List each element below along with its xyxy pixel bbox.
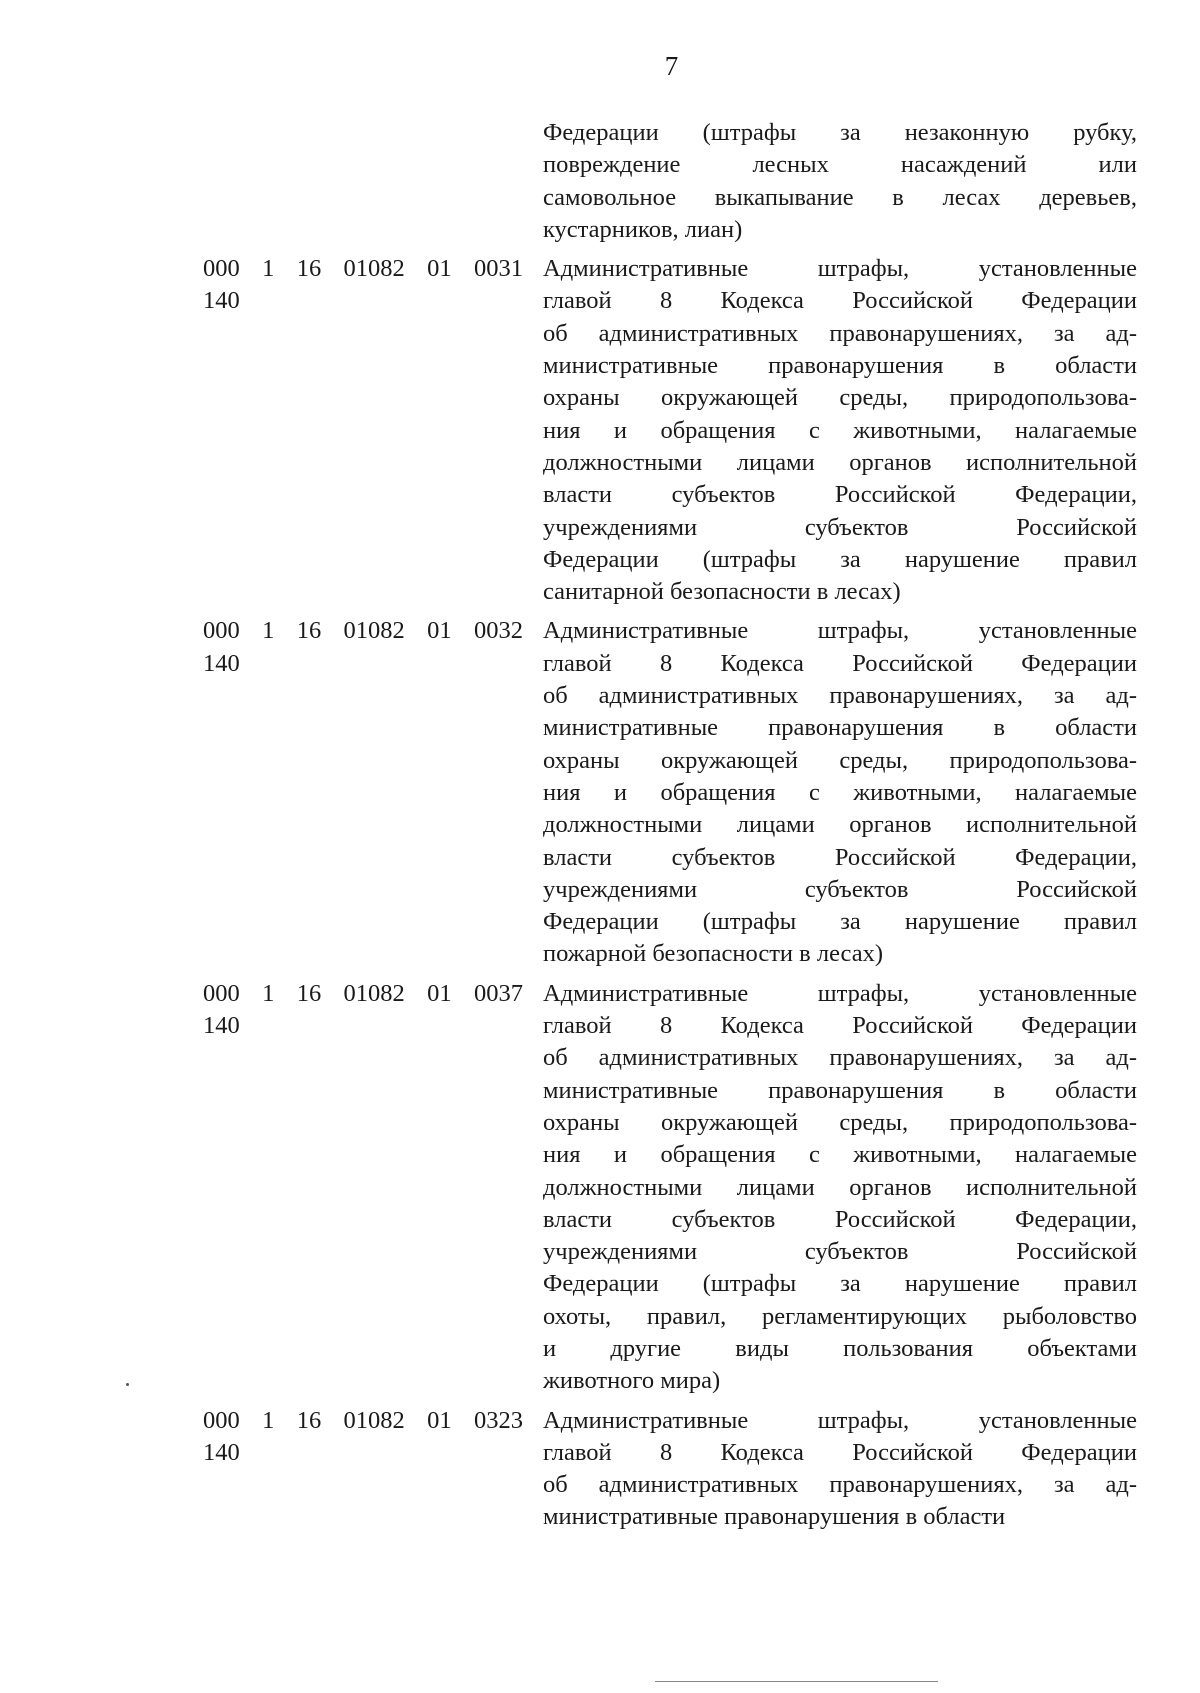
text-line: главой 8 Кодекса Российской Федерации bbox=[543, 649, 1137, 677]
code-tail: 140 bbox=[203, 1012, 240, 1040]
code-part: 01082 bbox=[343, 1406, 405, 1434]
code-part: 16 bbox=[296, 617, 322, 645]
text-line: Административные штрафы, установленные bbox=[543, 255, 1137, 283]
text-line: повреждение лесных насаждений или bbox=[543, 151, 1137, 179]
code-part: 1 bbox=[262, 617, 275, 645]
code-tail: 140 bbox=[203, 1438, 240, 1466]
text-line: Федерации (штрафы за нарушение правил bbox=[543, 545, 1137, 573]
text-line: самовольное выкапывание в лесах деревьев, bbox=[543, 183, 1137, 211]
text-line: Административные штрафы, установленные bbox=[543, 979, 1137, 1007]
text-line: главой 8 Кодекса Российской Федерации bbox=[543, 1012, 1137, 1040]
text-line: власти субъектов Российской Федерации, bbox=[543, 481, 1137, 509]
text-line: Административные штрафы, установленные bbox=[543, 617, 1137, 645]
text-line: учреждениями субъектов Российской bbox=[543, 875, 1137, 903]
code-part: 000 bbox=[203, 1406, 240, 1434]
code-part: 16 bbox=[296, 1406, 322, 1434]
budget-classification-code bbox=[203, 1405, 543, 1534]
code-part: 1 bbox=[262, 979, 275, 1007]
code-part: 0032 bbox=[473, 617, 523, 645]
text-line: охраны окружающей среды, природопользова- bbox=[543, 1108, 1137, 1136]
code-part: 01 bbox=[427, 979, 452, 1007]
text-line: должностными лицами органов исполнительной bbox=[543, 811, 1137, 839]
text-line: кустарников, лиан) bbox=[543, 215, 743, 243]
continuation-text bbox=[543, 117, 1137, 246]
page-number: 7 bbox=[664, 51, 679, 81]
code-part: 000 bbox=[203, 255, 240, 283]
text-line: власти субъектов Российской Федерации, bbox=[543, 843, 1137, 871]
text-line: Федерации (штрафы за нарушение правил bbox=[543, 1270, 1137, 1298]
scan-speck bbox=[126, 1383, 129, 1386]
entry-description bbox=[543, 253, 1137, 608]
text-line: Федерации (штрафы за незаконную рубку, bbox=[543, 119, 1137, 146]
continuation-entry bbox=[203, 117, 1137, 246]
text-line: ния и обращения с животными, налагаемые bbox=[543, 416, 1137, 444]
text-line: и другие виды пользования объектами bbox=[543, 1334, 1137, 1362]
text-line: животного мира) bbox=[543, 1367, 721, 1395]
bottom-rule bbox=[655, 1681, 938, 1682]
text-line: ния и обращения с животными, налагаемые bbox=[543, 778, 1137, 806]
text-line: об административных правонарушениях, за ад- bbox=[543, 1471, 1137, 1499]
code-tail: 140 bbox=[203, 649, 240, 677]
text-line: пожарной безопасности в лесах) bbox=[543, 940, 884, 968]
budget-classification-code bbox=[203, 615, 543, 970]
text-line: власти субъектов Российской Федерации, bbox=[543, 1205, 1137, 1233]
code-part: 1 bbox=[262, 255, 275, 283]
entry-description bbox=[543, 615, 1137, 970]
text-line: Административные штрафы, установленные bbox=[543, 1406, 1137, 1434]
code-line bbox=[203, 1405, 523, 1437]
text-line: должностными лицами органов исполнительной bbox=[543, 448, 1137, 476]
code-tail: 140 bbox=[203, 287, 240, 315]
budget-code-entry bbox=[203, 253, 1137, 608]
budget-code-entry bbox=[203, 615, 1137, 970]
code-line bbox=[203, 615, 523, 647]
text-line: санитарной безопасности в лесах) bbox=[543, 578, 901, 606]
code-part: 000 bbox=[203, 979, 240, 1007]
code-part: 1 bbox=[262, 1406, 275, 1434]
code-part: 0031 bbox=[473, 255, 523, 283]
code-line bbox=[203, 978, 523, 1010]
text-line: об административных правонарушениях, за ад- bbox=[543, 682, 1137, 710]
code-part: 01082 bbox=[343, 255, 405, 283]
text-line: министративные правонарушения в области bbox=[543, 1076, 1137, 1104]
code-part: 000 bbox=[203, 617, 240, 645]
budget-classification-code bbox=[203, 978, 543, 1398]
text-line: охраны окружающей среды, природопользова- bbox=[543, 746, 1137, 774]
text-line: министративные правонарушения в области bbox=[543, 714, 1137, 742]
code-part: 01082 bbox=[343, 617, 405, 645]
text-line: об административных правонарушениях, за ад- bbox=[543, 319, 1137, 347]
code-line bbox=[203, 253, 523, 285]
code-part: 01 bbox=[427, 255, 452, 283]
entry-description bbox=[543, 1405, 1137, 1534]
text-line: ния и обращения с животными, налагаемые bbox=[543, 1141, 1137, 1169]
budget-classification-code bbox=[203, 253, 543, 608]
text-line: главой 8 Кодекса Российской Федерации bbox=[543, 287, 1137, 315]
budget-code-entry bbox=[203, 1405, 1137, 1534]
entry-description bbox=[543, 978, 1137, 1398]
document-body bbox=[203, 117, 1137, 1541]
text-line: охоты, правил, регламентирующих рыболовство bbox=[543, 1302, 1137, 1330]
text-line: учреждениями субъектов Российской bbox=[543, 513, 1137, 541]
entries-list bbox=[203, 253, 1137, 1534]
code-part: 16 bbox=[296, 255, 322, 283]
text-line: Федерации (штрафы за нарушение правил bbox=[543, 908, 1137, 936]
text-line: охраны окружающей среды, природопользова- bbox=[543, 384, 1137, 412]
budget-code-entry bbox=[203, 978, 1137, 1398]
code-part: 01082 bbox=[343, 979, 405, 1007]
text-line: главой 8 Кодекса Российской Федерации bbox=[543, 1438, 1137, 1466]
text-line: учреждениями субъектов Российской bbox=[543, 1238, 1137, 1266]
code-part: 01 bbox=[427, 617, 452, 645]
text-line: должностными лицами органов исполнительной bbox=[543, 1173, 1137, 1201]
code-part: 0323 bbox=[473, 1406, 523, 1434]
text-line: министративные правонарушения в области bbox=[543, 1503, 1006, 1531]
code-part: 01 bbox=[427, 1406, 452, 1434]
text-line: об административных правонарушениях, за ад- bbox=[543, 1044, 1137, 1072]
code-part: 16 bbox=[296, 979, 322, 1007]
text-line: министративные правонарушения в области bbox=[543, 352, 1137, 380]
code-part: 0037 bbox=[473, 979, 523, 1007]
